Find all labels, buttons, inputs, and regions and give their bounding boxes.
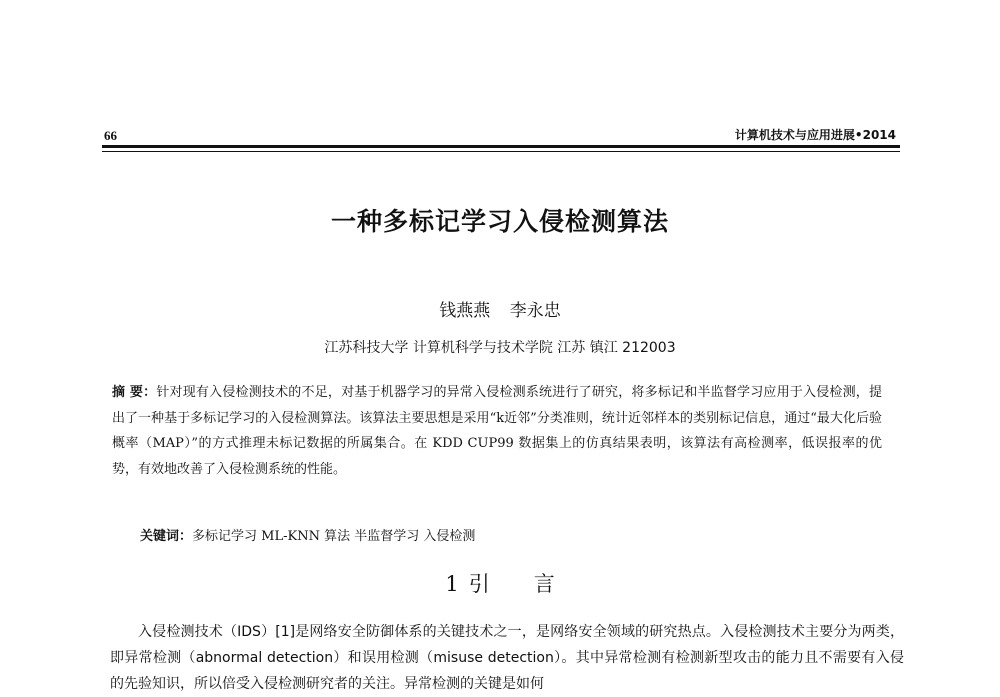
section-title-part1: 引 [468, 572, 490, 596]
journal-name: 计算机技术与应用进展•2014 [734, 128, 896, 142]
paper-affiliation: 江苏科技大学 计算机科学与技术学院 江苏 镇江 212003 [324, 340, 676, 356]
section-heading [0, 568, 1000, 598]
keywords-label: 关键词： [140, 529, 193, 544]
abstract [112, 380, 882, 482]
header-rule-thin [102, 151, 900, 152]
abstract-label: 摘 要： [112, 385, 157, 400]
section-title-part2: 言 [533, 572, 555, 596]
body-paragraph: 入侵检测技术（IDS）[1]是网络安全防御体系的关键技术之一，是网络安全领域的研究热点。入侵检测技术主要分为两类，即异常检测（abnormal detection）和误用检测（misuse detection）。其中异常检测有检测新型攻击的能力且不需要有入侵的先验知识，所以倍受入侵检测研究者的关注。异常检测的关键是如何 [110, 624, 904, 692]
page-number: 66 [104, 128, 117, 143]
header-rule-thick [102, 145, 900, 148]
keywords [140, 525, 475, 544]
paper-authors: 钱燕燕 李永忠 [439, 301, 561, 321]
abstract-text: 针对现有入侵检测技术的不足，对基于机器学习的异常入侵检测系统进行了研究，将多标记和半监督学习应用于入侵检测，提出了一种基于多标记学习的入侵检测算法。该算法主要思想是采用“k近邻”分类准则，统计近邻样本的类别标记信息，通过“最大化后验概率（MAP）”的方式推理未标记数据的所属集合。在 KDD CUP99 数据集上的仿真结果表明，该算法有高检测率，低误报率的优势，有效地改善了入侵检测系统的性能。 [112, 385, 882, 477]
section-number: 1 [445, 572, 459, 596]
paper-title: 一种多标记学习入侵检测算法 [330, 207, 669, 236]
keywords-text: 多标记学习 ML-KNN 算法 半监督学习 入侵检测 [192, 529, 476, 544]
